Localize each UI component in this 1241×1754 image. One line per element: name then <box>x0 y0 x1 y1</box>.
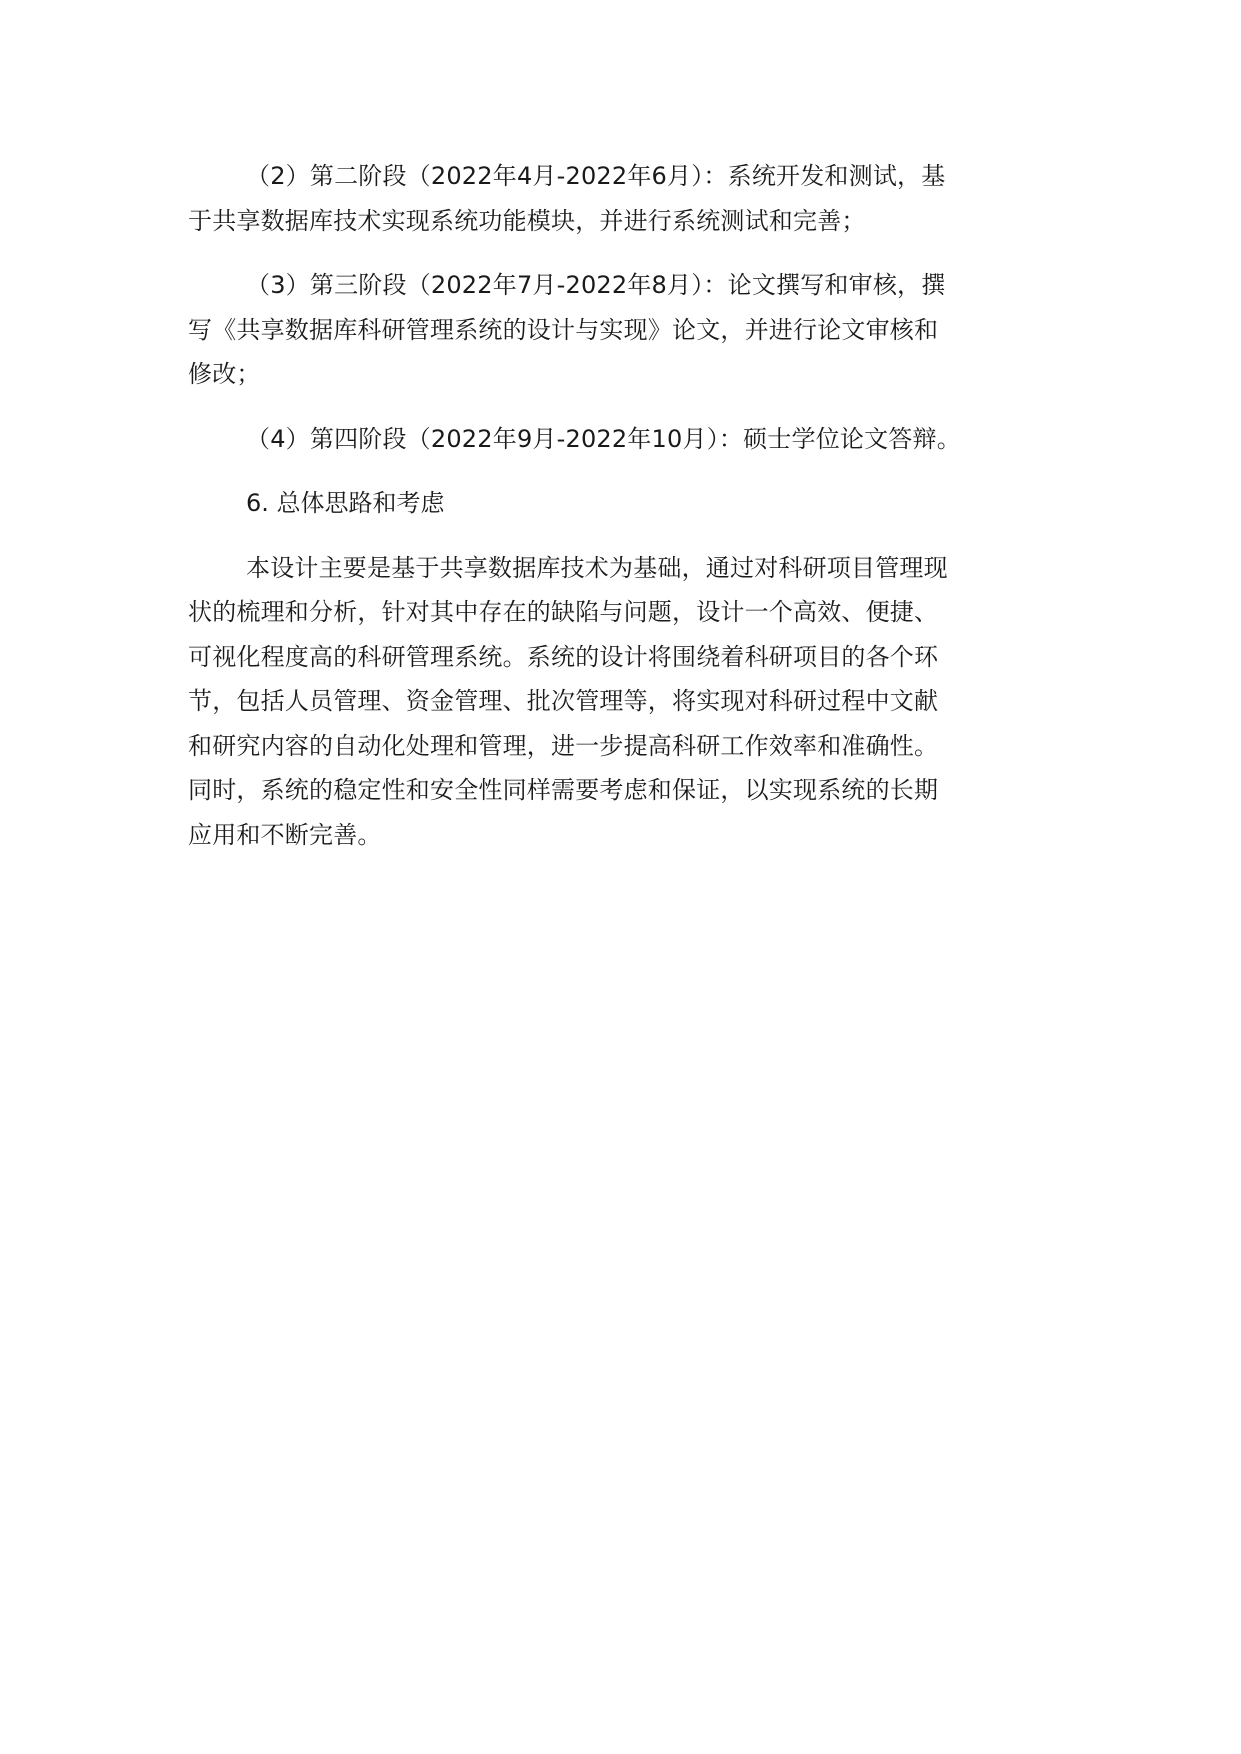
overall-approach-paragraph <box>188 546 1068 858</box>
text-line: 状的梳理和分析，针对其中存在的缺陷与问题，设计一个高效、便捷、 <box>188 598 939 626</box>
text-line: 本设计主要是基于共享数据库技术为基础，通过对科研项目管理现 <box>246 553 948 582</box>
text-line: 同时，系统的稳定性和安全性同样需要考虑和保证，以实现系统的长期 <box>188 776 939 804</box>
text-line: 节，包括人员管理、资金管理、批次管理等，将实现对科研过程中文献 <box>188 687 939 715</box>
text-line: （3）第三阶段（2022年7月-2022年8月）：论文撰写和审核，撰 <box>246 271 946 299</box>
document-body <box>188 154 1068 857</box>
stage-2-paragraph <box>188 154 1068 243</box>
text-line: 和研究内容的自动化处理和管理，进一步提高科研工作效率和准确性。 <box>188 731 939 760</box>
text-line: 可视化程度高的科研管理系统。系统的设计将围绕着科研项目的各个环 <box>188 642 939 671</box>
section-heading: 6. 总体思路和考虑 <box>246 489 445 517</box>
text-line: 于共享数据库技术实现系统功能模块，并进行系统测试和完善； <box>188 206 866 235</box>
text-line: 应用和不断完善。 <box>188 820 382 849</box>
stage-4-paragraph <box>188 417 1068 462</box>
text-line: 修改； <box>188 360 261 388</box>
text-line: 写《共享数据库科研管理系统的设计与实现》论文，并进行论文审核和 <box>188 315 939 344</box>
text-line: （4）第四阶段（2022年9月-2022年10月）：硕士学位论文答辩。 <box>246 424 961 453</box>
text-line: （2）第二阶段（2022年4月-2022年6月）：系统开发和测试，基 <box>246 162 946 190</box>
stage-3-paragraph <box>188 263 1068 397</box>
